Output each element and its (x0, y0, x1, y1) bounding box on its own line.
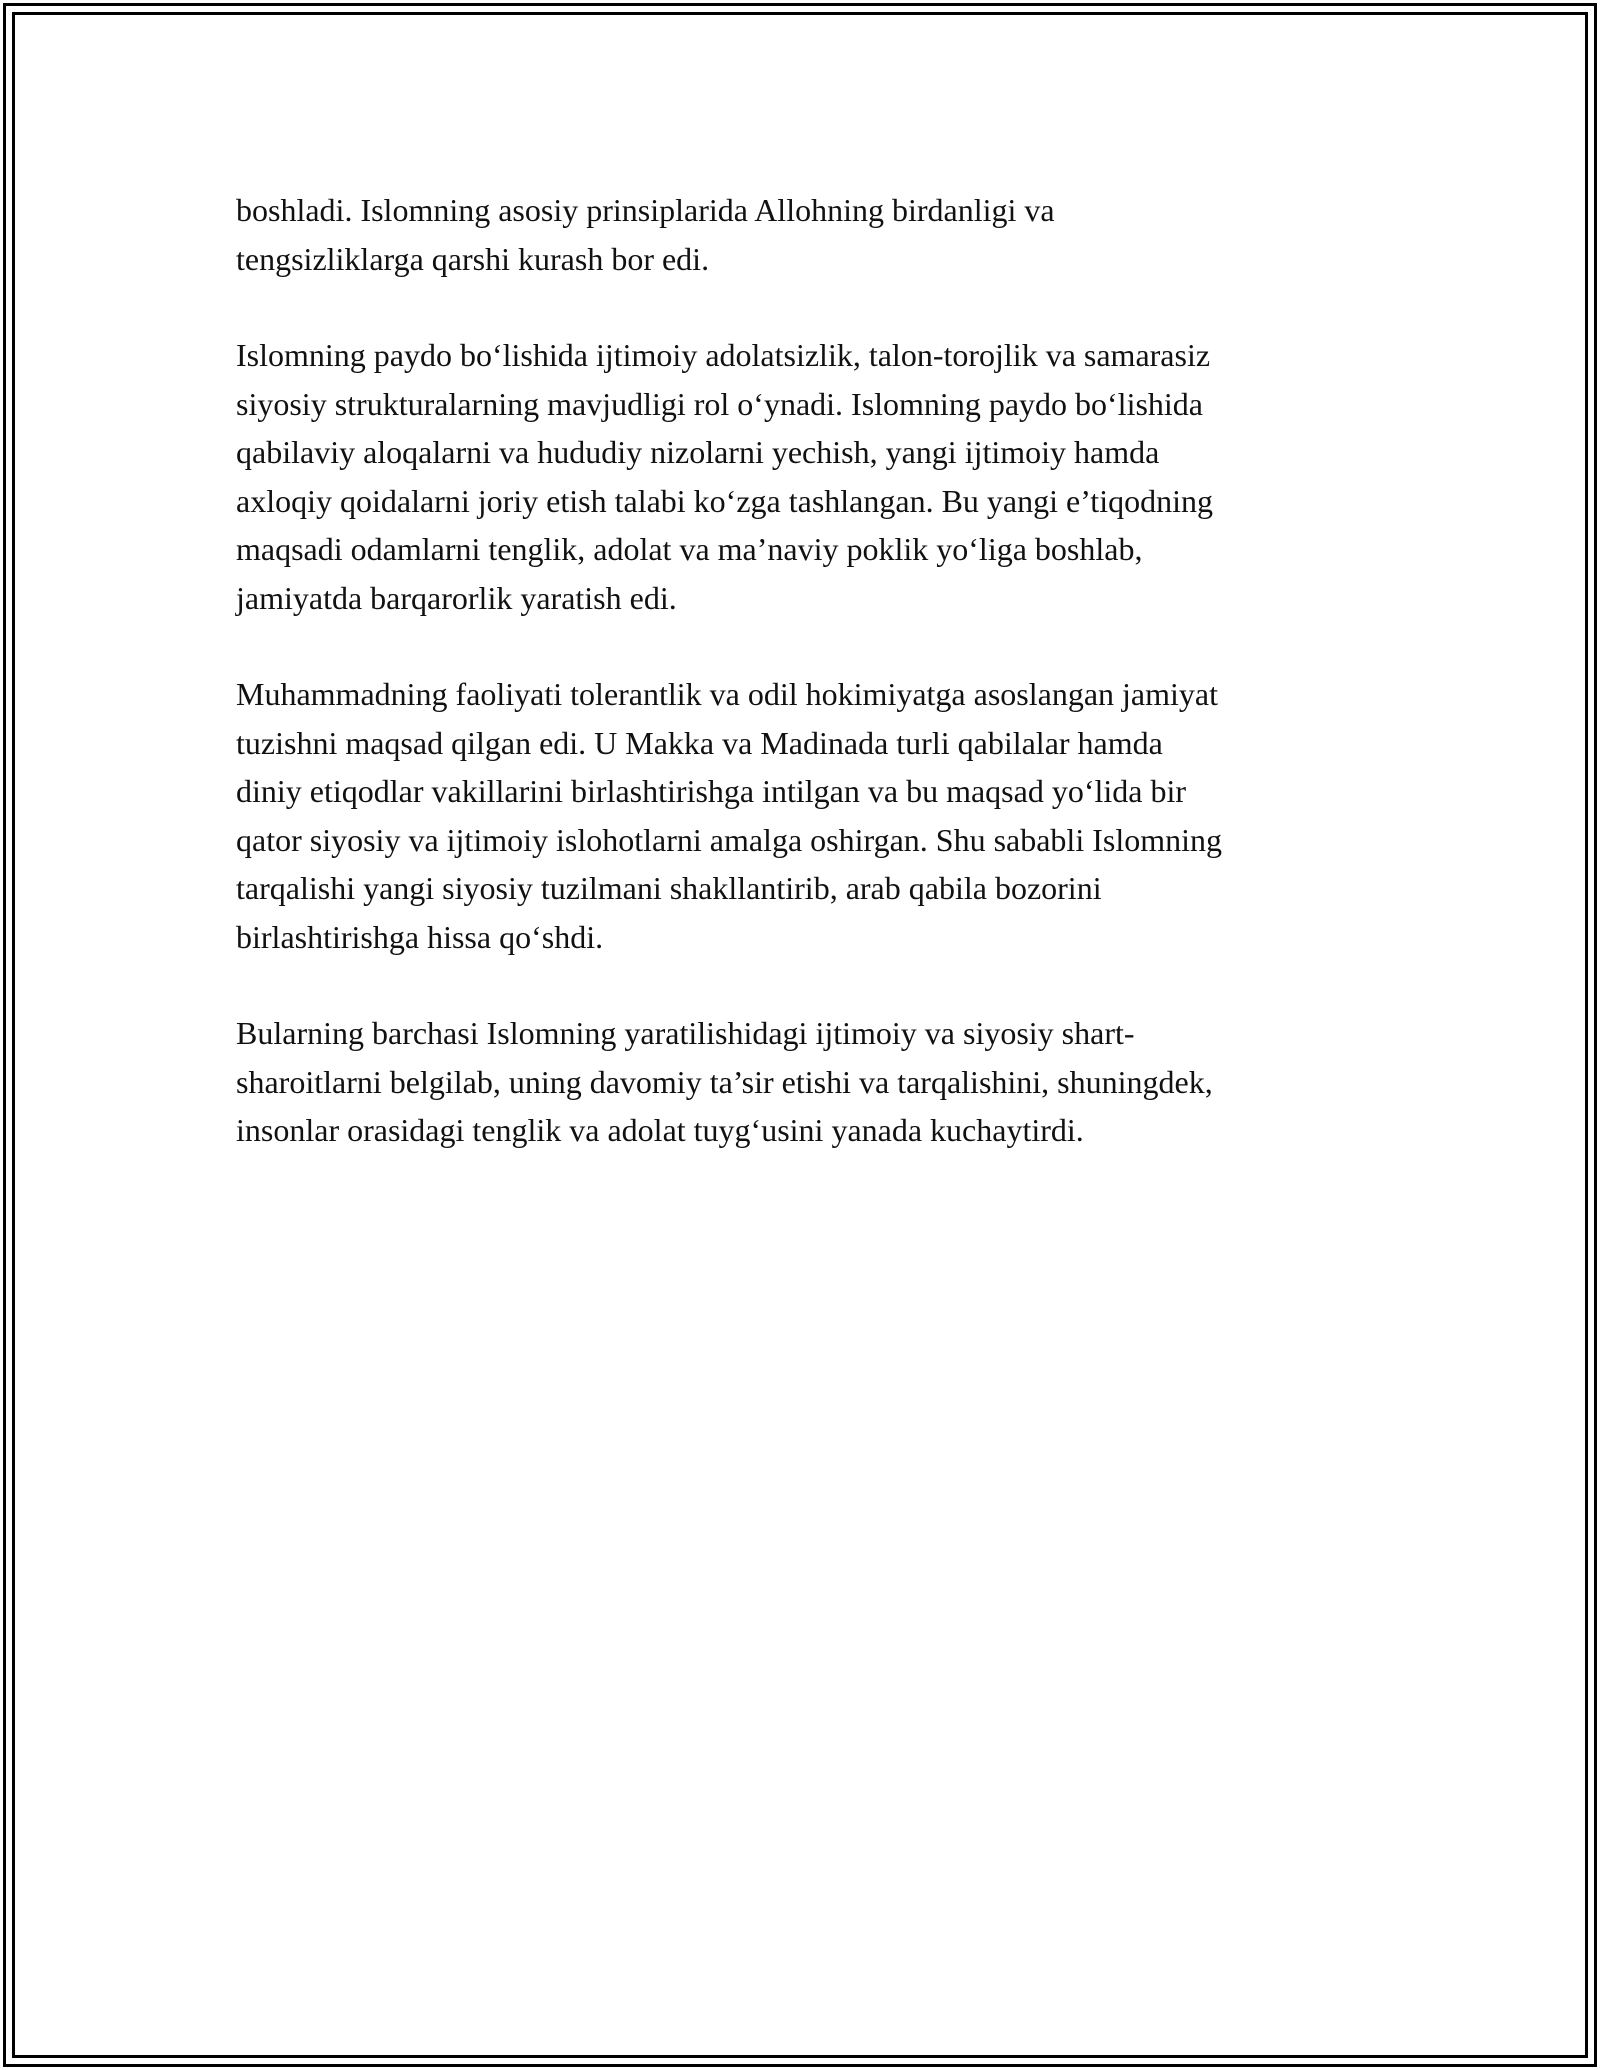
text-line: axloqiy qoidalarni joriy etish talabi ko‘zga tashlangan. Bu yangi e’tiqodning (236, 482, 1213, 519)
paragraph-2 (236, 331, 1376, 622)
text-line: sharoitlarni belgilab, uning davomiy ta’sir etishi va tarqalishini, shuningdek, (236, 1063, 1213, 1100)
text-line: Muhammadning faoliyati tolerantlik va odil hokimiyatga asoslangan jamiyat (236, 676, 1218, 712)
text-line: Bularning barchasi Islomning yaratilishidagi ijtimoiy va siyosiy shart- (236, 1015, 1135, 1051)
text-line: tarqalishi yangi siyosiy tuzilmani shakllantirib, arab qabila bozorini (236, 870, 1102, 906)
text-line: qator siyosiy va ijtimoiy islohotlarni amalga oshirgan. Shu sababli Islomning (236, 821, 1222, 858)
text-line: qabilaviy aloqalarni va hududiy nizolarni yechish, yangi ijtimoiy hamda (236, 434, 1160, 470)
text-line: birlashtirishga hissa qo‘shdi. (236, 918, 604, 955)
text-line: jamiyatda barqarorlik yaratish edi. (236, 579, 677, 616)
text-line: Islomning paydo bo‘lishida ijtimoiy adolatsizlik, talon-torojlik va samarasiz (236, 337, 1211, 373)
text-line: siyosiy strukturalarning mavjudligi rol o‘ynadi. Islomning paydo bo‘lishida (236, 385, 1203, 422)
document-body (236, 186, 1376, 1203)
text-line: boshladi. Islomning asosiy prinsiplarida Allohning birdanligi va (236, 192, 1055, 228)
text-line: tengsizliklarga qarshi kurash bor edi. (236, 240, 710, 277)
text-line: insonlar orasidagi tenglik va adolat tuyg‘usini yanada kuchaytirdi. (236, 1112, 1084, 1148)
text-line: diniy etiqodlar vakillarini birlashtirishga intilgan va bu maqsad yo‘lida bir (236, 773, 1187, 809)
text-line: maqsadi odamlarni tenglik, adolat va ma’naviy poklik yo‘liga boshlab, (236, 531, 1143, 567)
paragraph-4 (236, 1009, 1376, 1155)
paragraph-3 (236, 670, 1376, 961)
text-line: tuzishni maqsad qilgan edi. U Makka va Madinada turli qabilalar hamda (236, 724, 1163, 761)
paragraph-1 (236, 186, 1376, 283)
